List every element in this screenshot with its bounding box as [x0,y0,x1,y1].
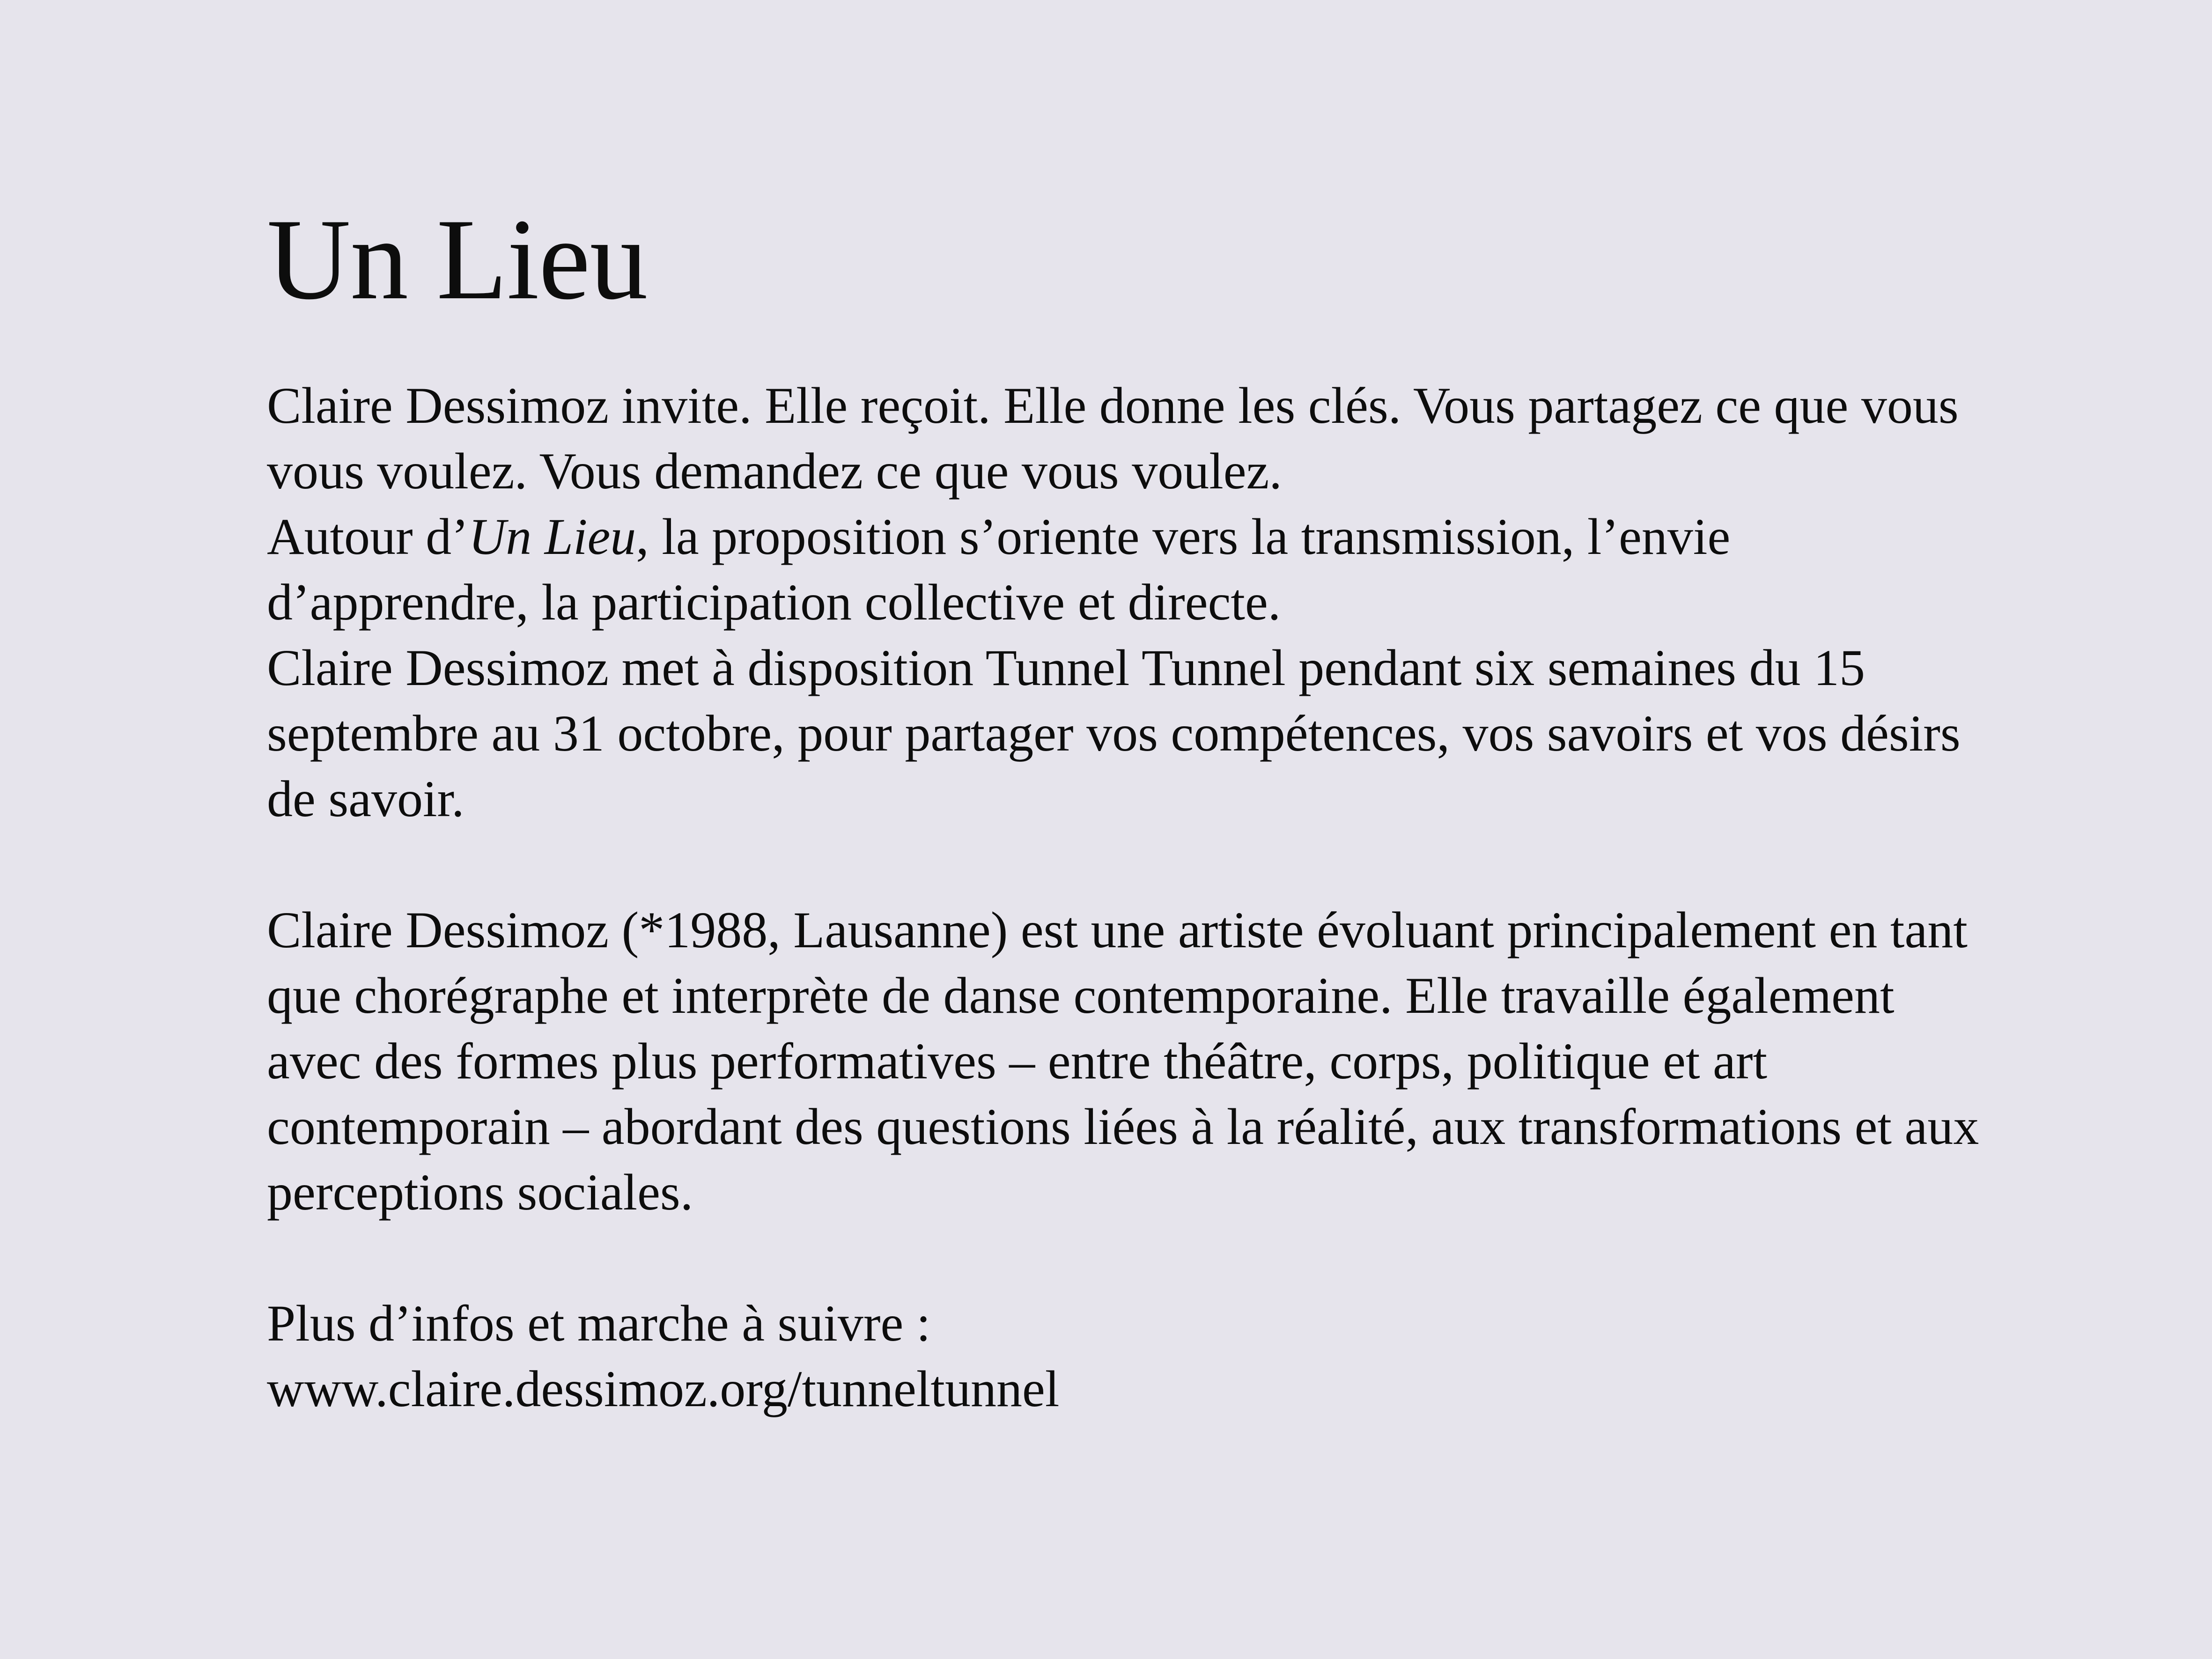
paragraph-spacer [267,1225,1999,1290]
website-link[interactable]: www.claire.dessimoz.org/tunneltunnel [267,1360,1060,1417]
intro-paragraph-2-suffix: , la proposition s’oriente vers la transmission, l’envie d’apprendre, la participation collective et directe. [267,508,1731,631]
document-body [267,373,1999,1422]
intro-paragraph-2-prefix: Autour d’ [267,508,469,565]
intro-paragraph-1: Claire Dessimoz invite. Elle reçoit. Elle donne les clés. Vous partagez ce que vous vous voulez. Vous demandez ce que vous voulez. [267,377,1959,500]
intro-paragraph-3: Claire Dessimoz met à disposition Tunnel Tunnel pendant six semaines du 15 septembre au 31 octobre, pour partager vos compétences, vos savoirs et vos désirs de savoir. [267,639,1961,827]
more-info-link-line [267,1356,1999,1422]
document-page [267,195,1999,1422]
page-title: Un Lieu [267,195,648,324]
work-title-italic: Un Lieu [468,508,636,565]
intro-paragraph-2 [267,504,1999,635]
paragraph-spacer [267,832,1999,897]
more-info-label: Plus d’infos et marche à suivre : [267,1295,931,1352]
bio-paragraph: Claire Dessimoz (*1988, Lausanne) est une artiste évoluant principalement en tant que chorégraphe et interprète de danse contemporaine. Elle travaille également avec des formes plus performatives – entre théâtre, corps, politique et art contemporain – abordant des questions liées à la réalité, aux transformations et aux perceptions sociales. [267,901,1979,1221]
